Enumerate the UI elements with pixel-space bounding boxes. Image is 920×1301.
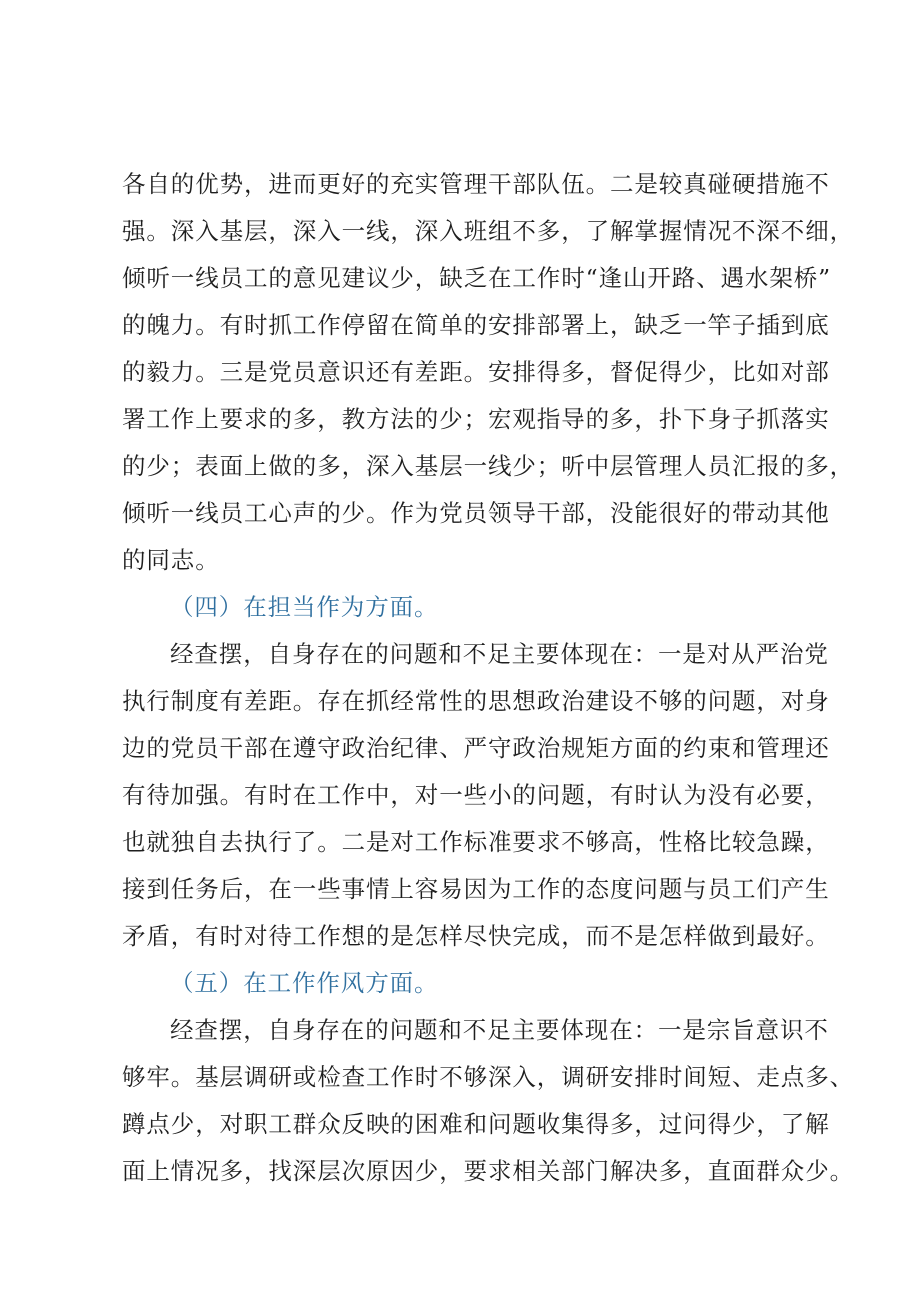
paragraph-line: 执行制度有差距。存在抓经常性的思想政治建设不够的问题，对身 xyxy=(122,687,830,715)
paragraph-line: 署工作上要求的多，教方法的少；宏观指导的多，扑下身子抓落实 xyxy=(122,405,830,433)
paragraph-line: 强。深入基层，深入一线，深入班组不多，了解掌握情况不深不细， xyxy=(122,217,854,245)
paragraph-line: 矛盾，有时对待工作想的是怎样尽快完成，而不是怎样做到最好。 xyxy=(122,922,830,950)
section-heading-4: （四）在担当作为方面。 xyxy=(170,593,439,621)
paragraph-line: 的少；表面上做的多，深入基层一线少；听中层管理人员汇报的多， xyxy=(122,452,854,480)
paragraph-line: 蹲点少，对职工群众反映的困难和问题收集得多，过问得少，了解 xyxy=(122,1110,830,1138)
paragraph-line: 各自的优势，进而更好的充实管理干部队伍。二是较真碰硬措施不 xyxy=(122,170,830,198)
section-heading-5: （五）在工作作风方面。 xyxy=(170,969,439,997)
paragraph-line: 的毅力。三是党员意识还有差距。安排得多，督促得少，比如对部 xyxy=(122,358,830,386)
paragraph-line: 的同志。 xyxy=(122,546,220,574)
paragraph-line: 接到任务后，在一些事情上容易因为工作的态度问题与员工们产生 xyxy=(122,875,830,903)
paragraph-line: 也就独自去执行了。二是对工作标准要求不够高，性格比较急躁， xyxy=(122,828,830,856)
paragraph-line: 够牢。基层调研或检查工作时不够深入，调研安排时间短、走点多、 xyxy=(122,1063,854,1091)
paragraph-line: 面上情况多，找深层次原因少，要求相关部门解决多，直面群众少。 xyxy=(122,1157,854,1185)
paragraph-line: 的魄力。有时抓工作停留在简单的安排部署上，缺乏一竿子插到底 xyxy=(122,311,830,339)
paragraph-line: 倾听一线员工心声的少。作为党员领导干部，没能很好的带动其他 xyxy=(122,499,830,527)
paragraph-line: 经查摆，自身存在的问题和不足主要体现在：一是对从严治党 xyxy=(170,640,829,668)
paragraph-line: 有待加强。有时在工作中，对一些小的问题，有时认为没有必要， xyxy=(122,781,830,809)
paragraph-line: 经查摆，自身存在的问题和不足主要体现在：一是宗旨意识不 xyxy=(170,1016,829,1044)
paragraph-line: 倾听一线员工的意见建议少，缺乏在工作时“逢山开路、遇水架桥” xyxy=(122,264,832,292)
paragraph-line: 边的党员干部在遵守政治纪律、严守政治规矩方面的约束和管理还 xyxy=(122,734,830,762)
